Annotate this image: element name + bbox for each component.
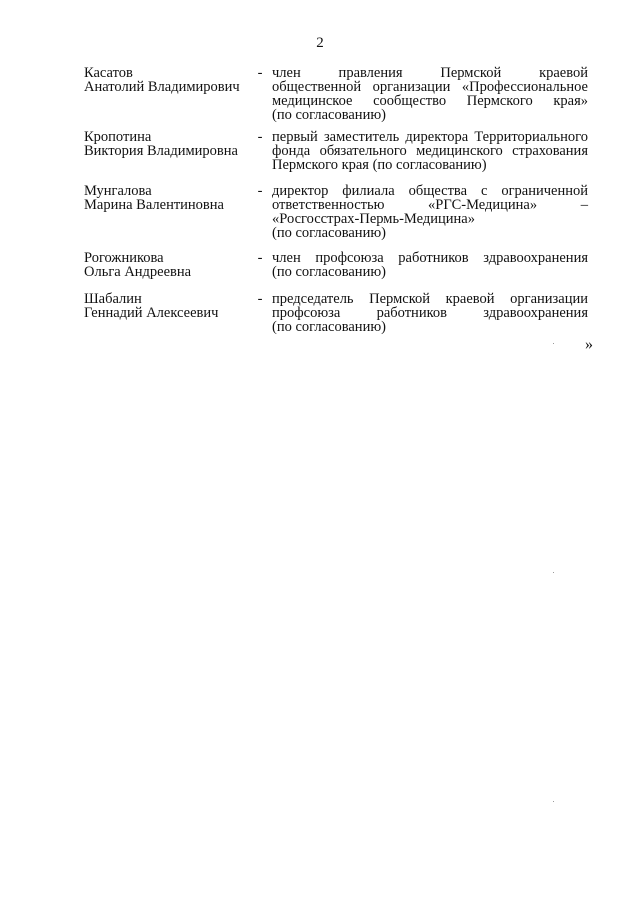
- page-number: 2: [316, 35, 324, 51]
- member-name: [84, 130, 254, 158]
- member-surname: Касатов: [84, 65, 133, 81]
- role-line: член правления Пермской краевой: [272, 65, 588, 81]
- member-dash: -: [257, 183, 263, 199]
- role-line: (по согласованию): [272, 319, 386, 335]
- closing-quote-mark: »: [585, 336, 593, 353]
- role-line: директор филиала общества с ограниченной: [272, 183, 588, 199]
- member-dash: -: [257, 291, 263, 307]
- member-given-names: Марина Валентиновна: [84, 197, 224, 213]
- role-line: председатель Пермской краевой организации: [272, 291, 588, 307]
- member-role: [272, 130, 588, 172]
- member-given-names: Анатолий Владимирович: [84, 79, 240, 95]
- role-line: первый заместитель директора Территориального: [272, 129, 588, 145]
- scan-speck: [553, 572, 554, 573]
- role-line: фонда обязательного медицинского страхования: [272, 143, 588, 159]
- member-role: [272, 184, 588, 240]
- role-line: общественной организации «Профессиональное: [272, 79, 588, 95]
- role-line: профсоюза работников здравоохранения: [272, 305, 588, 321]
- role-line: ответственностью «РГС-Медицина» –: [272, 197, 588, 213]
- member-surname: Шабалин: [84, 291, 142, 307]
- role-line: «Росгосстрах-Пермь-Медицина»: [272, 211, 475, 227]
- member-given-names: Виктория Владимировна: [84, 143, 238, 159]
- role-line: (по согласованию): [272, 264, 386, 280]
- role-line: (по согласованию): [272, 225, 386, 241]
- member-role: [272, 66, 588, 122]
- member-name: [84, 292, 254, 320]
- member-name: [84, 251, 254, 279]
- member-name: [84, 66, 254, 94]
- member-name: [84, 184, 254, 212]
- member-dash: -: [257, 250, 263, 266]
- role-line: член профсоюза работников здравоохранения: [272, 250, 588, 266]
- scan-speck: [553, 343, 554, 344]
- member-dash: -: [257, 65, 263, 81]
- member-given-names: Геннадий Алексеевич: [84, 305, 219, 321]
- member-surname: Рогожникова: [84, 250, 164, 266]
- role-line: Пермского края (по согласованию): [272, 157, 487, 173]
- role-line: (по согласованию): [272, 107, 386, 123]
- member-role: [272, 292, 588, 334]
- member-dash: -: [257, 129, 263, 145]
- member-surname: Кропотина: [84, 129, 152, 145]
- member-role: [272, 251, 588, 279]
- role-line: медицинское сообщество Пермского края»: [272, 93, 588, 109]
- member-surname: Мунгалова: [84, 183, 152, 199]
- scan-speck: [553, 801, 554, 802]
- member-given-names: Ольга Андреевна: [84, 264, 192, 280]
